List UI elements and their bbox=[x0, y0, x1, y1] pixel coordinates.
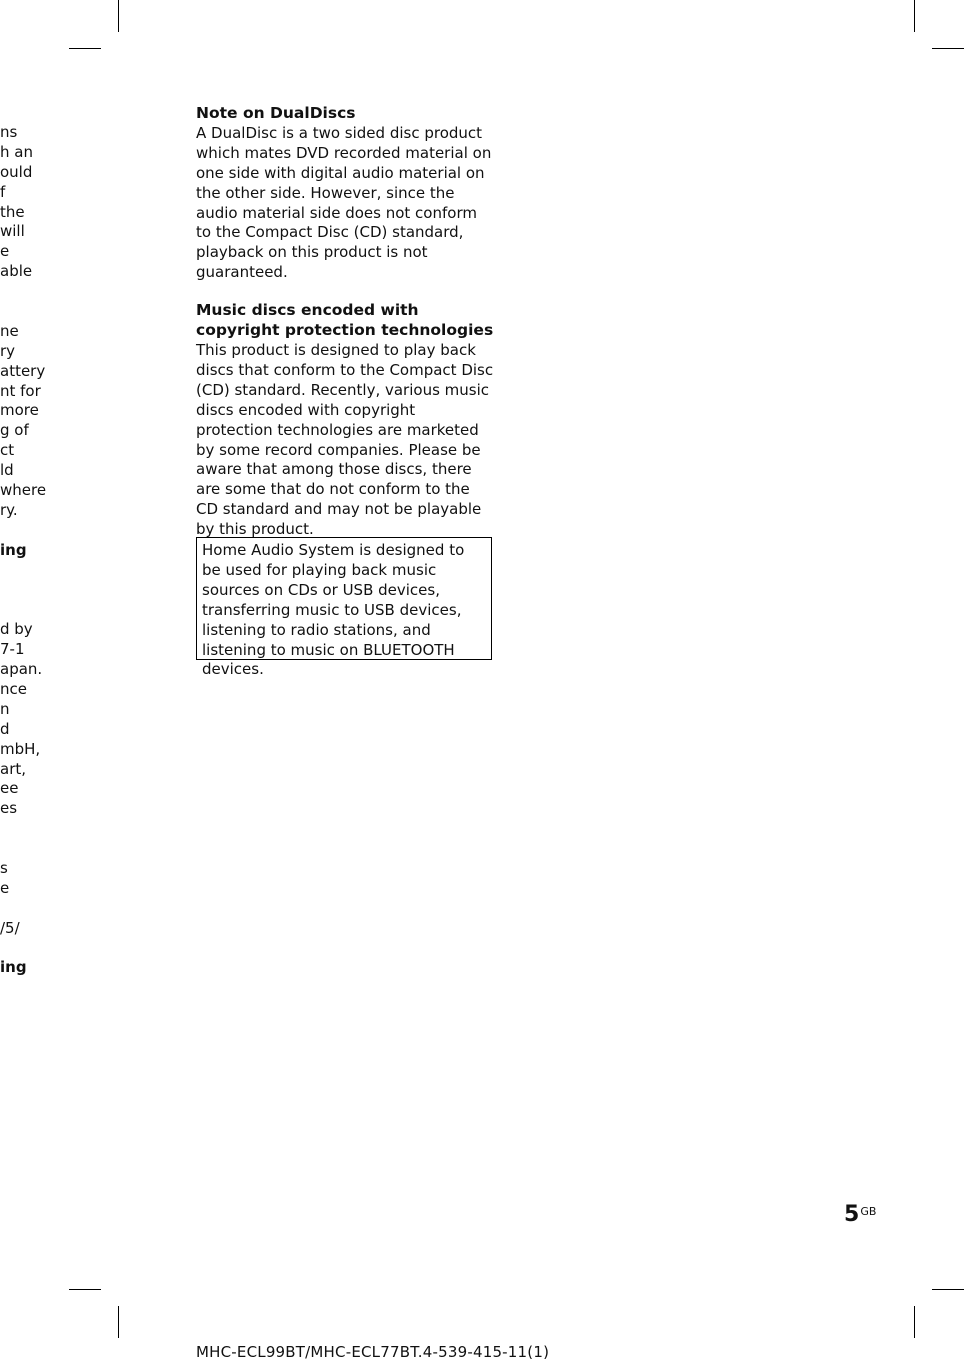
left-fragment-line bbox=[0, 302, 48, 322]
left-fragment-line: es bbox=[0, 799, 18, 818]
left-fragment-line: more bbox=[0, 401, 39, 420]
left-fragment-line: able bbox=[0, 262, 33, 281]
left-fragment-line bbox=[0, 899, 48, 919]
left-fragment-line: mbH, bbox=[0, 739, 41, 758]
dualdisc-body: A DualDisc is a two sided disc product which mates DVD recorded material on one side with digital audio material on the other side. However, since the audio material side does not conform to the Compact Disc (CD) standard, playback on this product is not guaranteed. bbox=[196, 123, 492, 282]
footer-model-code: MHC-ECL99BT/MHC-ECL77BT.4-539-415-11(1) bbox=[196, 1343, 550, 1361]
left-fragment-line: attery bbox=[0, 361, 46, 380]
main-column bbox=[196, 104, 496, 540]
left-fragment-line bbox=[0, 600, 48, 620]
crop-mark-top-right-vertical bbox=[914, 0, 915, 32]
dualdisc-heading: Note on DualDiscs bbox=[196, 104, 356, 122]
left-fragment-line: ct bbox=[0, 441, 15, 460]
left-fragment-line: g of bbox=[0, 421, 29, 440]
left-fragment-line: ould bbox=[0, 162, 33, 181]
left-fragment-line: ry bbox=[0, 341, 16, 360]
left-fragment-line bbox=[0, 561, 48, 581]
left-fragment-line: d bbox=[0, 719, 10, 738]
crop-mark-top-left-vertical bbox=[118, 0, 119, 32]
left-fragment-line: /5/ bbox=[0, 918, 20, 937]
page-number bbox=[844, 1202, 876, 1227]
left-fragment-line: ne bbox=[0, 321, 19, 340]
page-number-suffix: GB bbox=[860, 1205, 877, 1218]
left-fragment-line bbox=[0, 521, 48, 541]
crop-mark-bottom-left-horizontal bbox=[69, 1289, 101, 1290]
crop-mark-top-left-horizontal bbox=[69, 48, 101, 49]
left-fragment-line: the bbox=[0, 202, 25, 221]
left-fragment-line: 7-1 bbox=[0, 640, 25, 659]
copyright-body: This product is designed to play back discs that conform to the Compact Disc (CD) standard. Recently, various music discs encoded with copyright protection technologies are marketed by some record companies. Please be aware that among those discs, there are some that do not conform to the CD standard and may not be playable by this product. bbox=[196, 340, 494, 539]
left-fragment-line: ing bbox=[0, 958, 27, 977]
left-fragment-line: e bbox=[0, 878, 10, 897]
left-fragment-line: ry. bbox=[0, 500, 18, 519]
copyright-heading: Music discs encoded with copyright protection technologies bbox=[196, 301, 494, 340]
left-fragment-line: ns bbox=[0, 123, 18, 141]
left-fragment-line: h an bbox=[0, 142, 33, 161]
left-fragment-line: where bbox=[0, 481, 47, 500]
crop-mark-bottom-right-vertical bbox=[914, 1306, 915, 1338]
crop-mark-top-right-horizontal bbox=[932, 48, 964, 49]
left-fragment-line: art, bbox=[0, 759, 27, 778]
left-fragment-line: s bbox=[0, 858, 8, 877]
left-fragment-line: f bbox=[0, 182, 6, 201]
left-fragment-line: d by bbox=[0, 620, 33, 639]
left-fragment-line bbox=[0, 939, 48, 959]
left-fragment-line: apan. bbox=[0, 660, 43, 679]
left-fragment-line: ee bbox=[0, 779, 19, 798]
left-fragment-line: ld bbox=[0, 461, 14, 480]
crop-mark-bottom-right-horizontal bbox=[932, 1289, 964, 1290]
left-fragment-line: n bbox=[0, 699, 10, 718]
crop-mark-bottom-left-vertical bbox=[118, 1306, 119, 1338]
left-column-fragments bbox=[0, 123, 48, 978]
left-fragment-line bbox=[0, 282, 48, 302]
left-fragment-line: will bbox=[0, 222, 25, 241]
intended-use-note-box: Home Audio System is designed to be used for playing back music sources on CDs or USB devices, transferring music to USB devices, listening to radio stations, and listening to music on BLUETOOTH devices. bbox=[196, 537, 492, 660]
left-fragment-line bbox=[0, 819, 48, 839]
left-fragment-line: ing bbox=[0, 540, 27, 559]
left-fragment-line: nce bbox=[0, 679, 27, 698]
page-number-value: 5 bbox=[844, 1202, 860, 1227]
left-fragment-line bbox=[0, 839, 48, 859]
left-fragment-line: e bbox=[0, 242, 10, 261]
left-fragment-line bbox=[0, 580, 48, 600]
left-fragment-line: nt for bbox=[0, 381, 41, 400]
